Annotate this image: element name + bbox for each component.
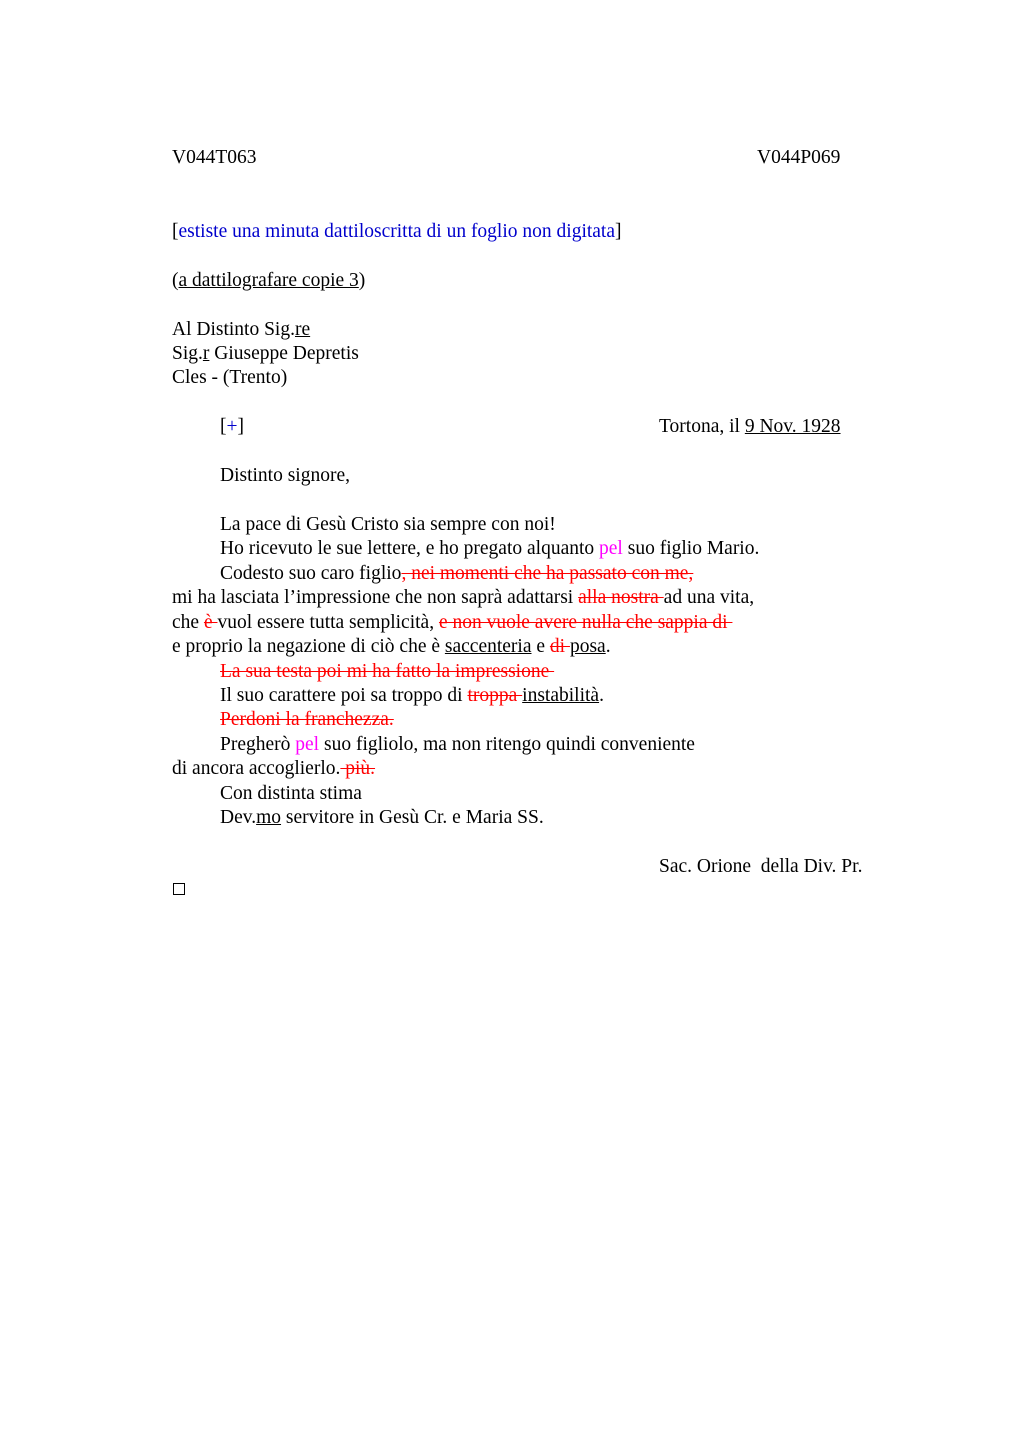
document-code-left: V044T063 (172, 147, 257, 168)
deleted-text: e non vuole avere nulla che sappia di (438, 612, 733, 633)
typing-instruction: (a dattilografare copie 3) (172, 270, 366, 291)
deleted-text: più. (340, 758, 376, 779)
deleted-text: alla nostra (578, 587, 664, 608)
body-line-6: e proprio la negazione di ciò che è saccenteria e di posa. (172, 636, 611, 657)
closing-servant-line: Dev.mo servitore in Gesù Cr. e Maria SS. (220, 807, 544, 828)
body-line-5: che è vuol essere tutta semplicità, e non vuole avere nulla che sappia di (172, 612, 733, 633)
salutation: Distinto signore, (220, 465, 350, 486)
body-line-4: mi ha lasciata l’impressione che non saprà adattarsi alla nostra ad una vita, (172, 587, 755, 608)
closing-line: Con distinta stima (220, 783, 362, 804)
deleted-text: è (203, 612, 218, 633)
body-line-8: Il suo carattere poi sa troppo di troppa instabilità. (220, 685, 604, 706)
editorial-note: [estiste una minuta dattiloscritta di un foglio non digitata] (172, 221, 622, 242)
address-line-2: Sig.r Giuseppe Depretis (172, 343, 359, 364)
deleted-text: troppa (467, 685, 523, 706)
body-line-10: Pregherò pel suo figliolo, ma non ritengo quindi conveniente (220, 734, 695, 755)
body-line-9-deleted: Perdoni la franchezza. (220, 709, 394, 730)
editorial-note-text: estiste una minuta dattiloscritta di un foglio non digitata (178, 221, 616, 242)
deleted-text: di (549, 636, 570, 657)
body-line-11: di ancora accoglierlo. più. (172, 758, 376, 779)
cross-mark: [+] (220, 416, 244, 437)
body-line-3: Codesto suo caro figlio, nei momenti che ha passato con me, (220, 563, 694, 584)
address-line-1: Al Distinto Sig.re (172, 319, 311, 340)
body-line-1: La pace di Gesù Cristo sia sempre con noi! (220, 514, 556, 535)
body-line-2: Ho ricevuto le sue lettere, e ho pregato alquanto pel suo figlio Mario. (220, 538, 760, 559)
address-line-3: Cles - (Trento) (172, 367, 288, 388)
deleted-text: , nei momenti che ha passato con me, (401, 563, 694, 584)
signature: Sac. Orione della Div. Pr. (659, 856, 863, 877)
end-square-icon (173, 883, 185, 895)
body-line-7-deleted: La sua testa poi mi ha fatto la impressione (220, 661, 555, 682)
cross-icon: + (226, 416, 238, 437)
dateline: Tortona, il 9 Nov. 1928 (659, 416, 841, 437)
document-code-right: V044P069 (757, 147, 841, 168)
